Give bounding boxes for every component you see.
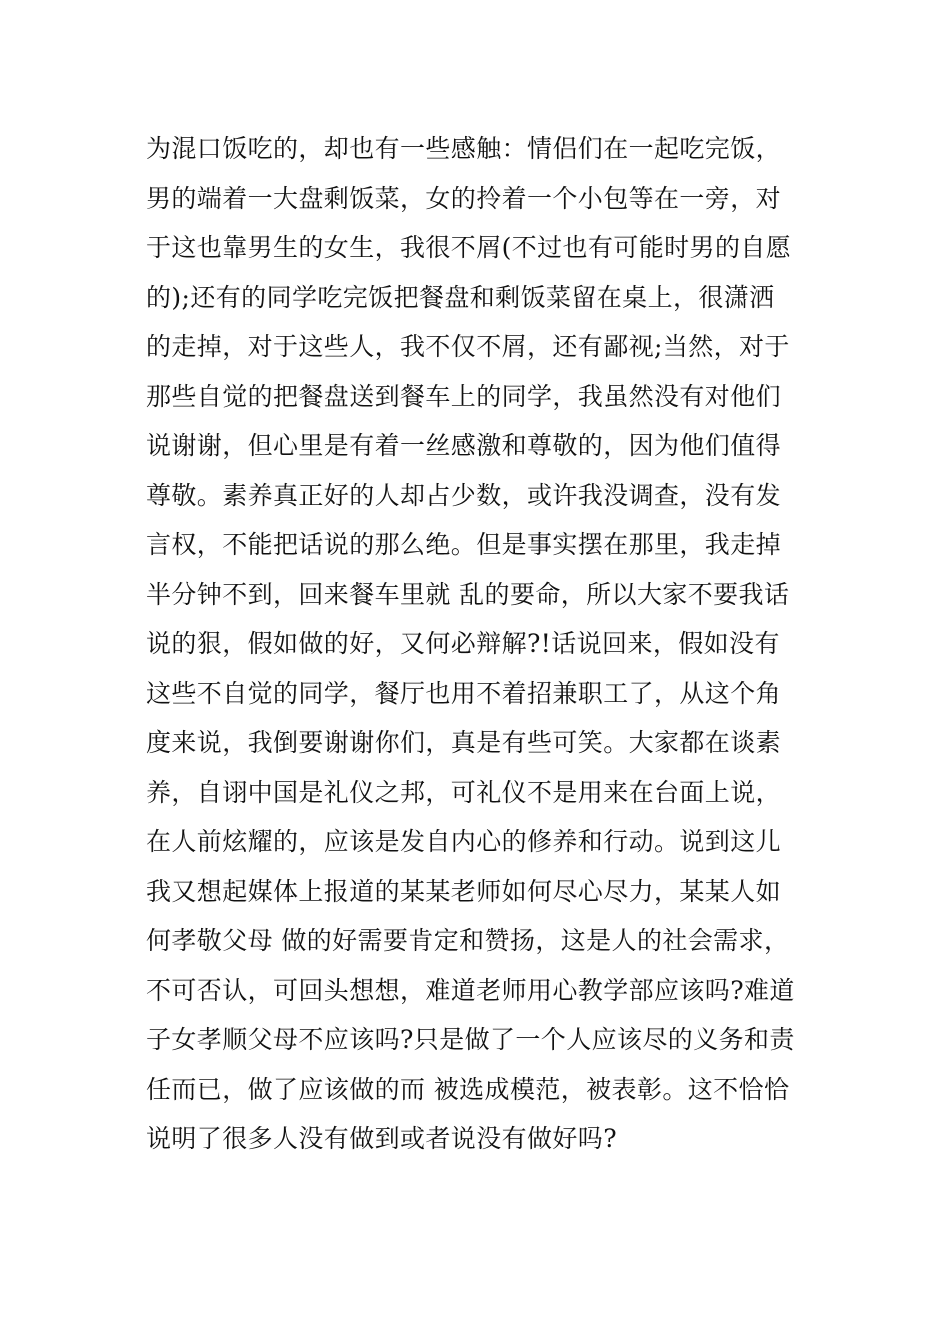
- text-line-13: 度来说，我倒要谢谢你们，真是有些可笑。大家都在谈素: [146, 728, 782, 757]
- text-line-1: 为混口饭吃的，却也有一些感触：情侣们在一起吃完饭，: [146, 134, 782, 163]
- text-line-9: 言权，不能把话说的那么绝。但是事实摆在那里，我走掉: [146, 530, 782, 559]
- text-line-4: 的);还有的同学吃完饭把餐盘和剩饭菜留在桌上，很潇洒: [146, 282, 775, 312]
- text-line-18: 不可否认，可回头想想，难道老师用心教学部应该吗?难道: [146, 975, 795, 1005]
- text-line-6: 那些自觉的把餐盘送到餐车上的同学，我虽然没有对他们: [146, 381, 782, 411]
- text-line-8: 尊敬。素养真正好的人却占少数，或许我没调查，没有发: [146, 480, 782, 510]
- text-line-20: 任而已，做了应该做的而 被选成模范，被表彰。这不恰恰: [146, 1074, 790, 1104]
- text-line-3: 于这也靠男生的女生，我很不屑(不过也有可能时男的自愿: [146, 233, 792, 262]
- text-line-12: 这些不自觉的同学，餐厅也用不着招兼职工了，从这个角: [146, 678, 782, 708]
- text-line-7: 说谢谢，但心里是有着一丝感激和尊敬的，因为他们值得: [146, 431, 782, 460]
- text-line-21: 说明了很多人没有做到或者说没有做好吗?: [146, 1124, 618, 1153]
- body-paragraph: [146, 124, 816, 1164]
- text-line-11: 说的狠，假如做的好，又何必辩解?!话说回来，假如没有: [146, 629, 780, 658]
- text-line-15: 在人前炫耀的，应该是发自内心的修养和行动。说到这儿: [146, 827, 782, 856]
- text-line-10: 半分钟不到，回来餐车里就 乱的要命，所以大家不要我话: [146, 579, 790, 609]
- text-line-17: 何孝敬父母 做的好需要肯定和赞扬，这是人的社会需求，: [146, 926, 790, 955]
- text-line-14: 养，自诩中国是礼仪之邦，可礼仪不是用来在台面上说，: [146, 777, 782, 807]
- text-line-16: 我又想起媒体上报道的某某老师如何尽心尽力，某某人如: [146, 876, 782, 906]
- text-line-2: 男的端着一大盘剩饭菜，女的拎着一个小包等在一旁，对: [146, 183, 782, 213]
- text-line-19: 子女孝顺父母不应该吗?只是做了一个人应该尽的义务和责: [146, 1025, 795, 1054]
- text-line-5: 的走掉，对于这些人，我不仅不屑，还有鄙视;当然，对于: [146, 332, 790, 361]
